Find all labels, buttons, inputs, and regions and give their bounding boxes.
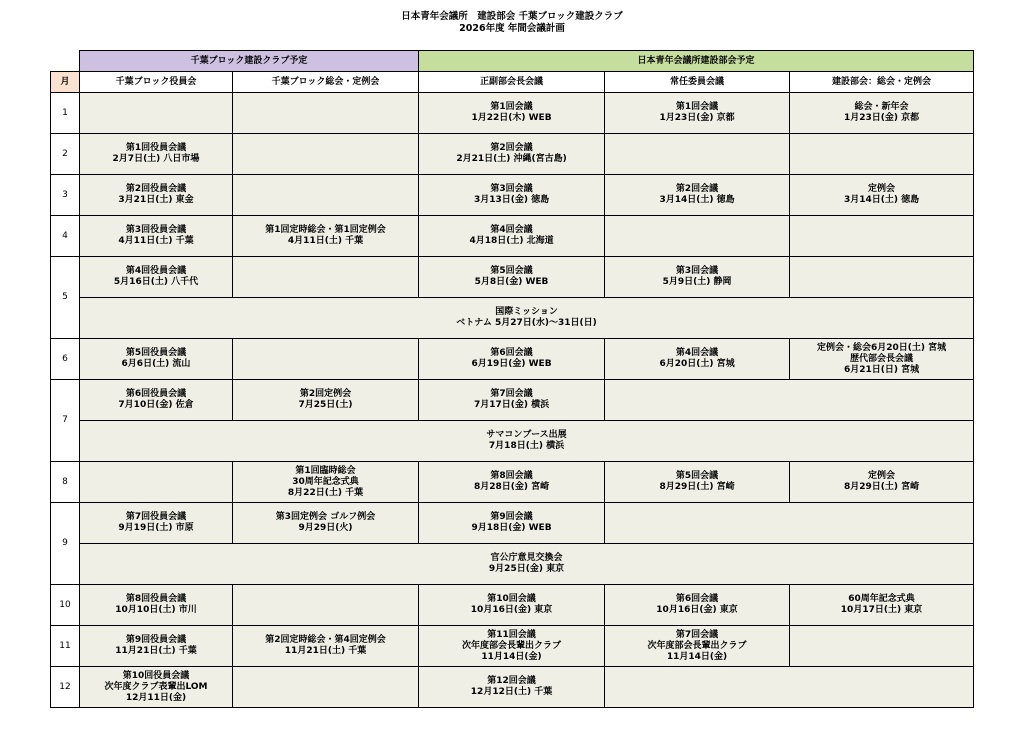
cell-vice-chairs: 第6回会議 6月19日(金) WEB	[419, 339, 605, 380]
month-cell: 5	[51, 257, 80, 339]
cell-chiba-general: 第3回定例会 ゴルフ例会 9月29日(火)	[233, 503, 419, 544]
cell-chiba-general: 第2回定時総会・第4回定例会 11月21日(土) 千葉	[233, 626, 419, 667]
cell-construction-assembly	[790, 134, 974, 175]
document-title: 日本青年会議所 建設部会 千葉ブロック建設クラブ	[401, 11, 623, 22]
cell-construction-assembly: 60周年記念式典 10月17日(土) 東京	[790, 585, 974, 626]
cell-chiba-board: 第6回役員会議 7月10日(金) 佐倉	[80, 380, 233, 421]
cell-vice-chairs: 第2回会議 2月21日(土) 沖縄(宮古島)	[419, 134, 605, 175]
table-row	[51, 175, 974, 216]
cell-vice-chairs: 第8回会議 8月28日(金) 宮崎	[419, 462, 605, 503]
cell-standing-committee: 第2回会議 3月14日(土) 徳島	[605, 175, 790, 216]
document-subtitle: 2026年度 年間会議計画	[459, 23, 565, 34]
span-event-summer-conference: サマコンブース出展 7月18日(土) 横浜	[80, 421, 974, 462]
cell-construction-assembly	[790, 626, 974, 667]
month-cell: 1	[51, 93, 80, 134]
cell-chiba-board: 第2回役員会議 3月21日(土) 東金	[80, 175, 233, 216]
month-cell: 8	[51, 462, 80, 503]
table-row	[51, 585, 974, 626]
cell-chiba-board: 第9回役員会議 11月21日(土) 千葉	[80, 626, 233, 667]
cell-chiba-board: 第5回役員会議 6月6日(土) 流山	[80, 339, 233, 380]
cell-standing-committee	[605, 667, 974, 708]
cell-standing-committee: 第4回会議 6月20日(土) 宮城	[605, 339, 790, 380]
meeting-schedule-table	[50, 50, 974, 708]
col-header-construction-assembly: 建設部会：総会・定例会	[790, 72, 974, 93]
col-header-standing-committee: 常任委員会議	[605, 72, 790, 93]
cell-vice-chairs: 第12回会議 12月12日(土) 千葉	[419, 667, 605, 708]
group-header-jc: 日本青年会議所建設部会予定	[419, 51, 974, 72]
table-row	[51, 626, 974, 667]
cell-standing-committee: 第7回会議 次年度部会長輩出クラブ 11月14日(金)	[605, 626, 790, 667]
table-row	[51, 503, 974, 544]
cell-chiba-board: 第4回役員会議 5月16日(土) 八千代	[80, 257, 233, 298]
cell-chiba-board: 第7回役員会議 9月19日(土) 市原	[80, 503, 233, 544]
cell-vice-chairs: 第5回会議 5月8日(金) WEB	[419, 257, 605, 298]
cell-construction-assembly: 総会・新年会 1月23日(金) 京都	[790, 93, 974, 134]
cell-chiba-general: 第1回臨時総会 30周年記念式典 8月22日(土) 千葉	[233, 462, 419, 503]
cell-standing-committee	[605, 134, 790, 175]
col-header-vice-chairs: 正副部会長会議	[419, 72, 605, 93]
cell-chiba-board	[80, 462, 233, 503]
month-header: 月	[51, 72, 80, 93]
cell-chiba-general	[233, 339, 419, 380]
month-cell: 10	[51, 585, 80, 626]
cell-chiba-general: 第1回定時総会・第1回定例会 4月11日(土) 千葉	[233, 216, 419, 257]
table-row	[51, 298, 974, 339]
cell-standing-committee: 第6回会議 10月16日(金) 東京	[605, 585, 790, 626]
table-row	[51, 667, 974, 708]
cell-chiba-board	[80, 93, 233, 134]
cell-vice-chairs: 第9回会議 9月18日(金) WEB	[419, 503, 605, 544]
month-cell: 12	[51, 667, 80, 708]
cell-chiba-board: 第10回役員会議 次年度クラブ表輩出LOM 12月11日(金)	[80, 667, 233, 708]
cell-chiba-board: 第8回役員会議 10月10日(土) 市川	[80, 585, 233, 626]
col-header-chiba-general: 千葉ブロック総会・定例会	[233, 72, 419, 93]
cell-standing-committee: 第3回会議 5月9日(土) 静岡	[605, 257, 790, 298]
cell-vice-chairs: 第3回会議 3月13日(金) 徳島	[419, 175, 605, 216]
cell-chiba-general	[233, 585, 419, 626]
cell-chiba-general	[233, 134, 419, 175]
month-cell: 2	[51, 134, 80, 175]
cell-vice-chairs: 第1回会議 1月22日(木) WEB	[419, 93, 605, 134]
month-cell: 6	[51, 339, 80, 380]
cell-vice-chairs: 第4回会議 4月18日(土) 北海道	[419, 216, 605, 257]
table-row	[51, 380, 974, 421]
cell-construction-assembly	[790, 216, 974, 257]
table-row	[51, 339, 974, 380]
month-cell: 3	[51, 175, 80, 216]
cell-chiba-general	[233, 93, 419, 134]
cell-standing-committee: 第1回会議 1月23日(金) 京都	[605, 93, 790, 134]
cell-construction-assembly: 定例会・総会6月20日(土) 宮城 歴代部会長会議 6月21日(日) 宮城	[790, 339, 974, 380]
cell-chiba-general	[233, 257, 419, 298]
cell-chiba-general	[233, 175, 419, 216]
table-row	[51, 462, 974, 503]
table-row	[51, 544, 974, 585]
cell-standing-committee	[605, 503, 974, 544]
cell-standing-committee	[605, 380, 974, 421]
cell-standing-committee: 第5回会議 8月29日(土) 宮崎	[605, 462, 790, 503]
month-cell: 9	[51, 503, 80, 585]
span-event-government-exchange: 官公庁意見交換会 9月25日(金) 東京	[80, 544, 974, 585]
span-event-international-mission: 国際ミッション ベトナム 5月27日(水)～31日(日)	[80, 298, 974, 339]
table-row	[51, 134, 974, 175]
cell-chiba-board: 第3回役員会議 4月11日(土) 千葉	[80, 216, 233, 257]
cell-vice-chairs: 第10回会議 10月16日(金) 東京	[419, 585, 605, 626]
cell-chiba-general: 第2回定例会 7月25日(土)	[233, 380, 419, 421]
month-cell: 4	[51, 216, 80, 257]
cell-construction-assembly: 定例会 8月29日(土) 宮崎	[790, 462, 974, 503]
cell-construction-assembly: 定例会 3月14日(土) 徳島	[790, 175, 974, 216]
cell-chiba-general	[233, 667, 419, 708]
col-header-chiba-board: 千葉ブロック役員会	[80, 72, 233, 93]
table-row	[51, 93, 974, 134]
corner-blank	[51, 51, 80, 72]
cell-standing-committee	[605, 216, 790, 257]
group-header-chiba: 千葉ブロック建設クラブ予定	[80, 51, 419, 72]
cell-vice-chairs: 第11回会議 次年度部会長輩出クラブ 11月14日(金)	[419, 626, 605, 667]
table-row	[51, 257, 974, 298]
table-row	[51, 216, 974, 257]
month-cell: 7	[51, 380, 80, 462]
table-row	[51, 421, 974, 462]
cell-vice-chairs: 第7回会議 7月17日(金) 横浜	[419, 380, 605, 421]
cell-construction-assembly	[790, 257, 974, 298]
cell-chiba-board: 第1回役員会議 2月7日(土) 八日市場	[80, 134, 233, 175]
month-cell: 11	[51, 626, 80, 667]
